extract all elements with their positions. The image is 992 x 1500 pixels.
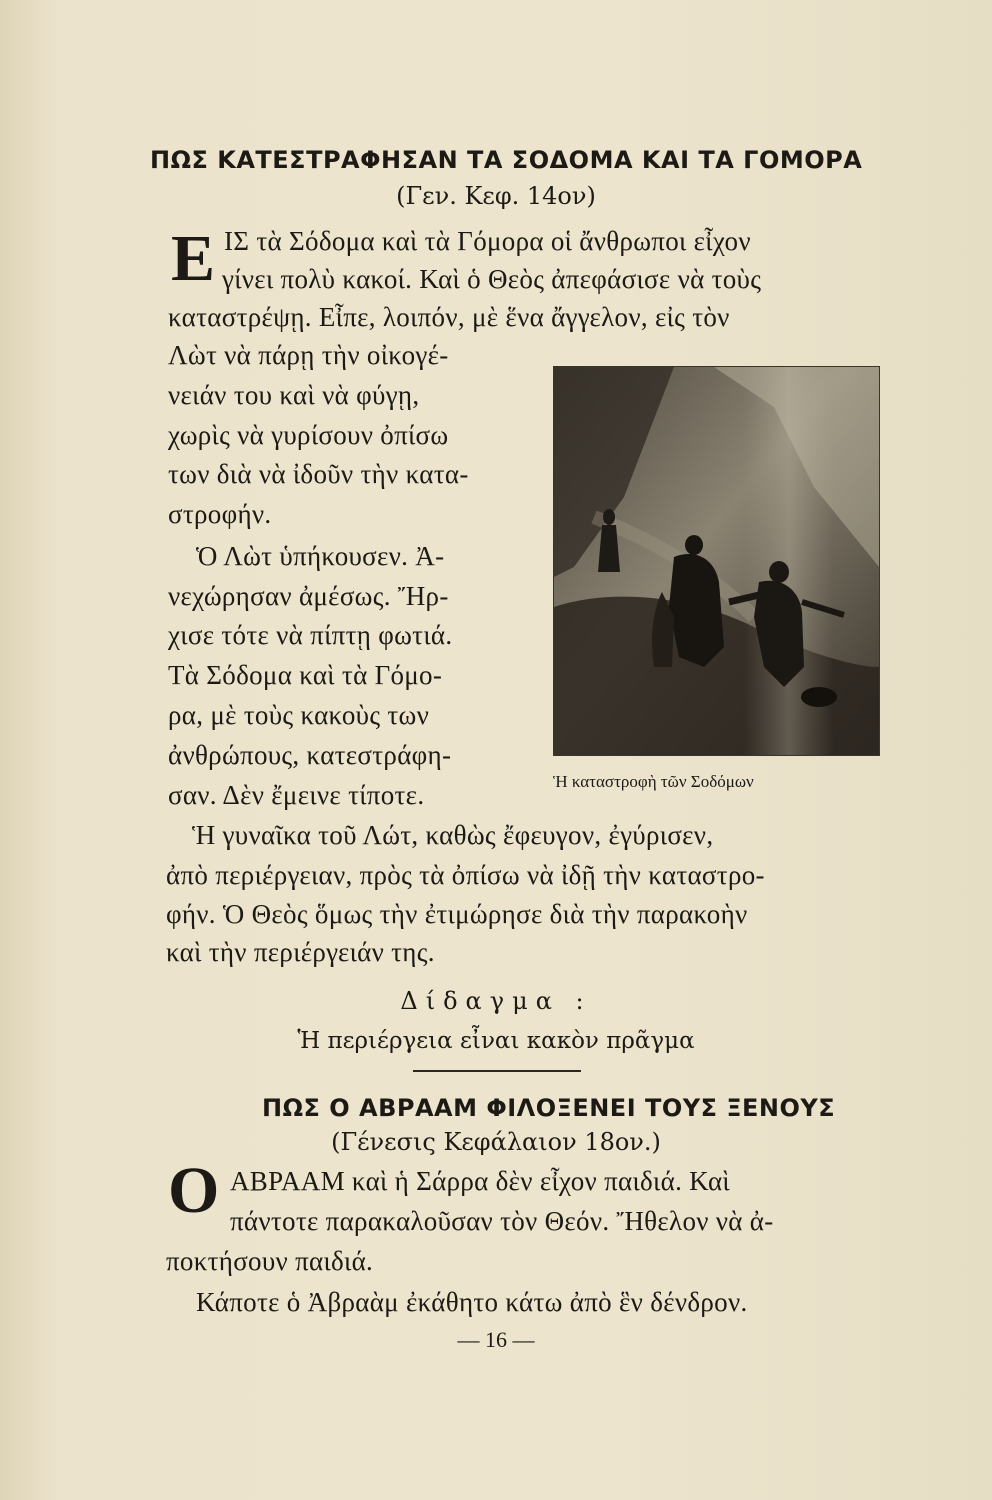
story2-line: πάντοτε παρακαλοῦσαν τὸν Θεόν. Ἤθελον νὰ ἀ- [230, 1206, 774, 1236]
story1-line: χωρὶς νὰ γυρίσουν ὀπίσω [168, 420, 449, 450]
story1-line: ρα, μὲ τοὺς κακοὺς των [168, 700, 430, 730]
story1-line: νεχώρησαν ἀμέσως. Ἤρ- [168, 581, 449, 611]
story1-line: ἀπὸ περιέργειαν, πρὸς τὰ ὀπίσω νὰ ἰδῇ τὴν καταστρο- [166, 860, 765, 890]
story1-line: Λὼτ νὰ πάρῃ τὴν οἰκογέ- [168, 340, 449, 370]
story2-line: ποκτήσουν παιδιά. [166, 1246, 374, 1276]
section-divider [413, 1070, 581, 1072]
story1-line: νειάν του καὶ νὰ φύγῃ, [168, 380, 420, 410]
story2-reference: (Γένεσις Κεφάλαιον 18ον.) [331, 1128, 661, 1156]
story1-line: φήν. Ὁ Θεὸς ὅμως τὴν ἐτιμώρησε διὰ τὴν παρακοὴν [166, 899, 748, 929]
story1-line: χισε τότε νὰ πίπτῃ φωτιά. [168, 620, 453, 650]
story1-line: σαν. Δὲν ἔμεινε τίποτε. [168, 780, 425, 810]
story2-line: ΑΒΡΑΑΜ καὶ ἡ Σάρρα δὲν εἶχον παιδιά. Καὶ [230, 1166, 730, 1196]
story1-line: Ὁ Λὼτ ὑπήκουσεν. Ἀ- [196, 541, 445, 571]
story2-line: Κάποτε ὁ Ἀβραὰμ ἐκάθητο κάτω ἀπὸ ἓν δένδρον. [196, 1287, 748, 1317]
story1-line: ΙΣ τὰ Σόδομα καὶ τὰ Γόμορα οἱ ἄνθρωποι εἶχον [224, 226, 751, 256]
story1-line: Ἡ γυναῖκα τοῦ Λώτ, καθὼς ἔφευγον, ἐγύρισεν, [192, 820, 714, 850]
story1-line: γίνει πολὺ κακοί. Καὶ ὁ Θεὸς ἀπεφάσισε νὰ τοὺς [222, 264, 762, 294]
story2-dropcap: Ο [168, 1154, 220, 1227]
page-number: — 16 — [457, 1327, 535, 1352]
story1-line: ἀνθρώπους, κατεστράφη- [168, 740, 452, 770]
lesson-text: Ἡ περιέργεια εἶναι κακὸν πρᾶγμα [297, 1028, 695, 1054]
story1-reference: (Γεν. Κεφ. 14ον) [396, 182, 596, 210]
sodom-destruction-illustration [553, 366, 880, 756]
story1-line: Τὰ Σόδομα καὶ τὰ Γόμο- [168, 660, 443, 690]
story1-line: στροφήν. [168, 499, 272, 529]
story2-heading: ΠΩΣ Ο ΑΒΡΑΑΜ ΦΙΛΟΞΕΝΕΙ ΤΟΥΣ ΞΕΝΟΥΣ [262, 1094, 836, 1122]
story1-dropcap: Ε [171, 222, 216, 295]
illustration-caption: Ἡ καταστροφὴ τῶν Σοδόμων [553, 772, 754, 791]
story1-line: καὶ τὴν περιέργειάν της. [166, 937, 435, 967]
story1-line: καταστρέψῃ. Εἶπε, λοιπόν, μὲ ἕνα ἄγγελον, εἰς τὸν [168, 302, 730, 332]
lesson-title: Δίδαγμα : [400, 987, 592, 1015]
story1-heading: ΠΩΣ ΚΑΤΕΣΤΡΑΦΗΣΑΝ ΤΑ ΣΟΔΟΜΑ ΚΑΙ ΤΑ ΓΟΜΟΡΑ [150, 146, 863, 174]
story1-line: των διὰ νὰ ἰδοῦν τὴν κατα- [168, 459, 469, 489]
